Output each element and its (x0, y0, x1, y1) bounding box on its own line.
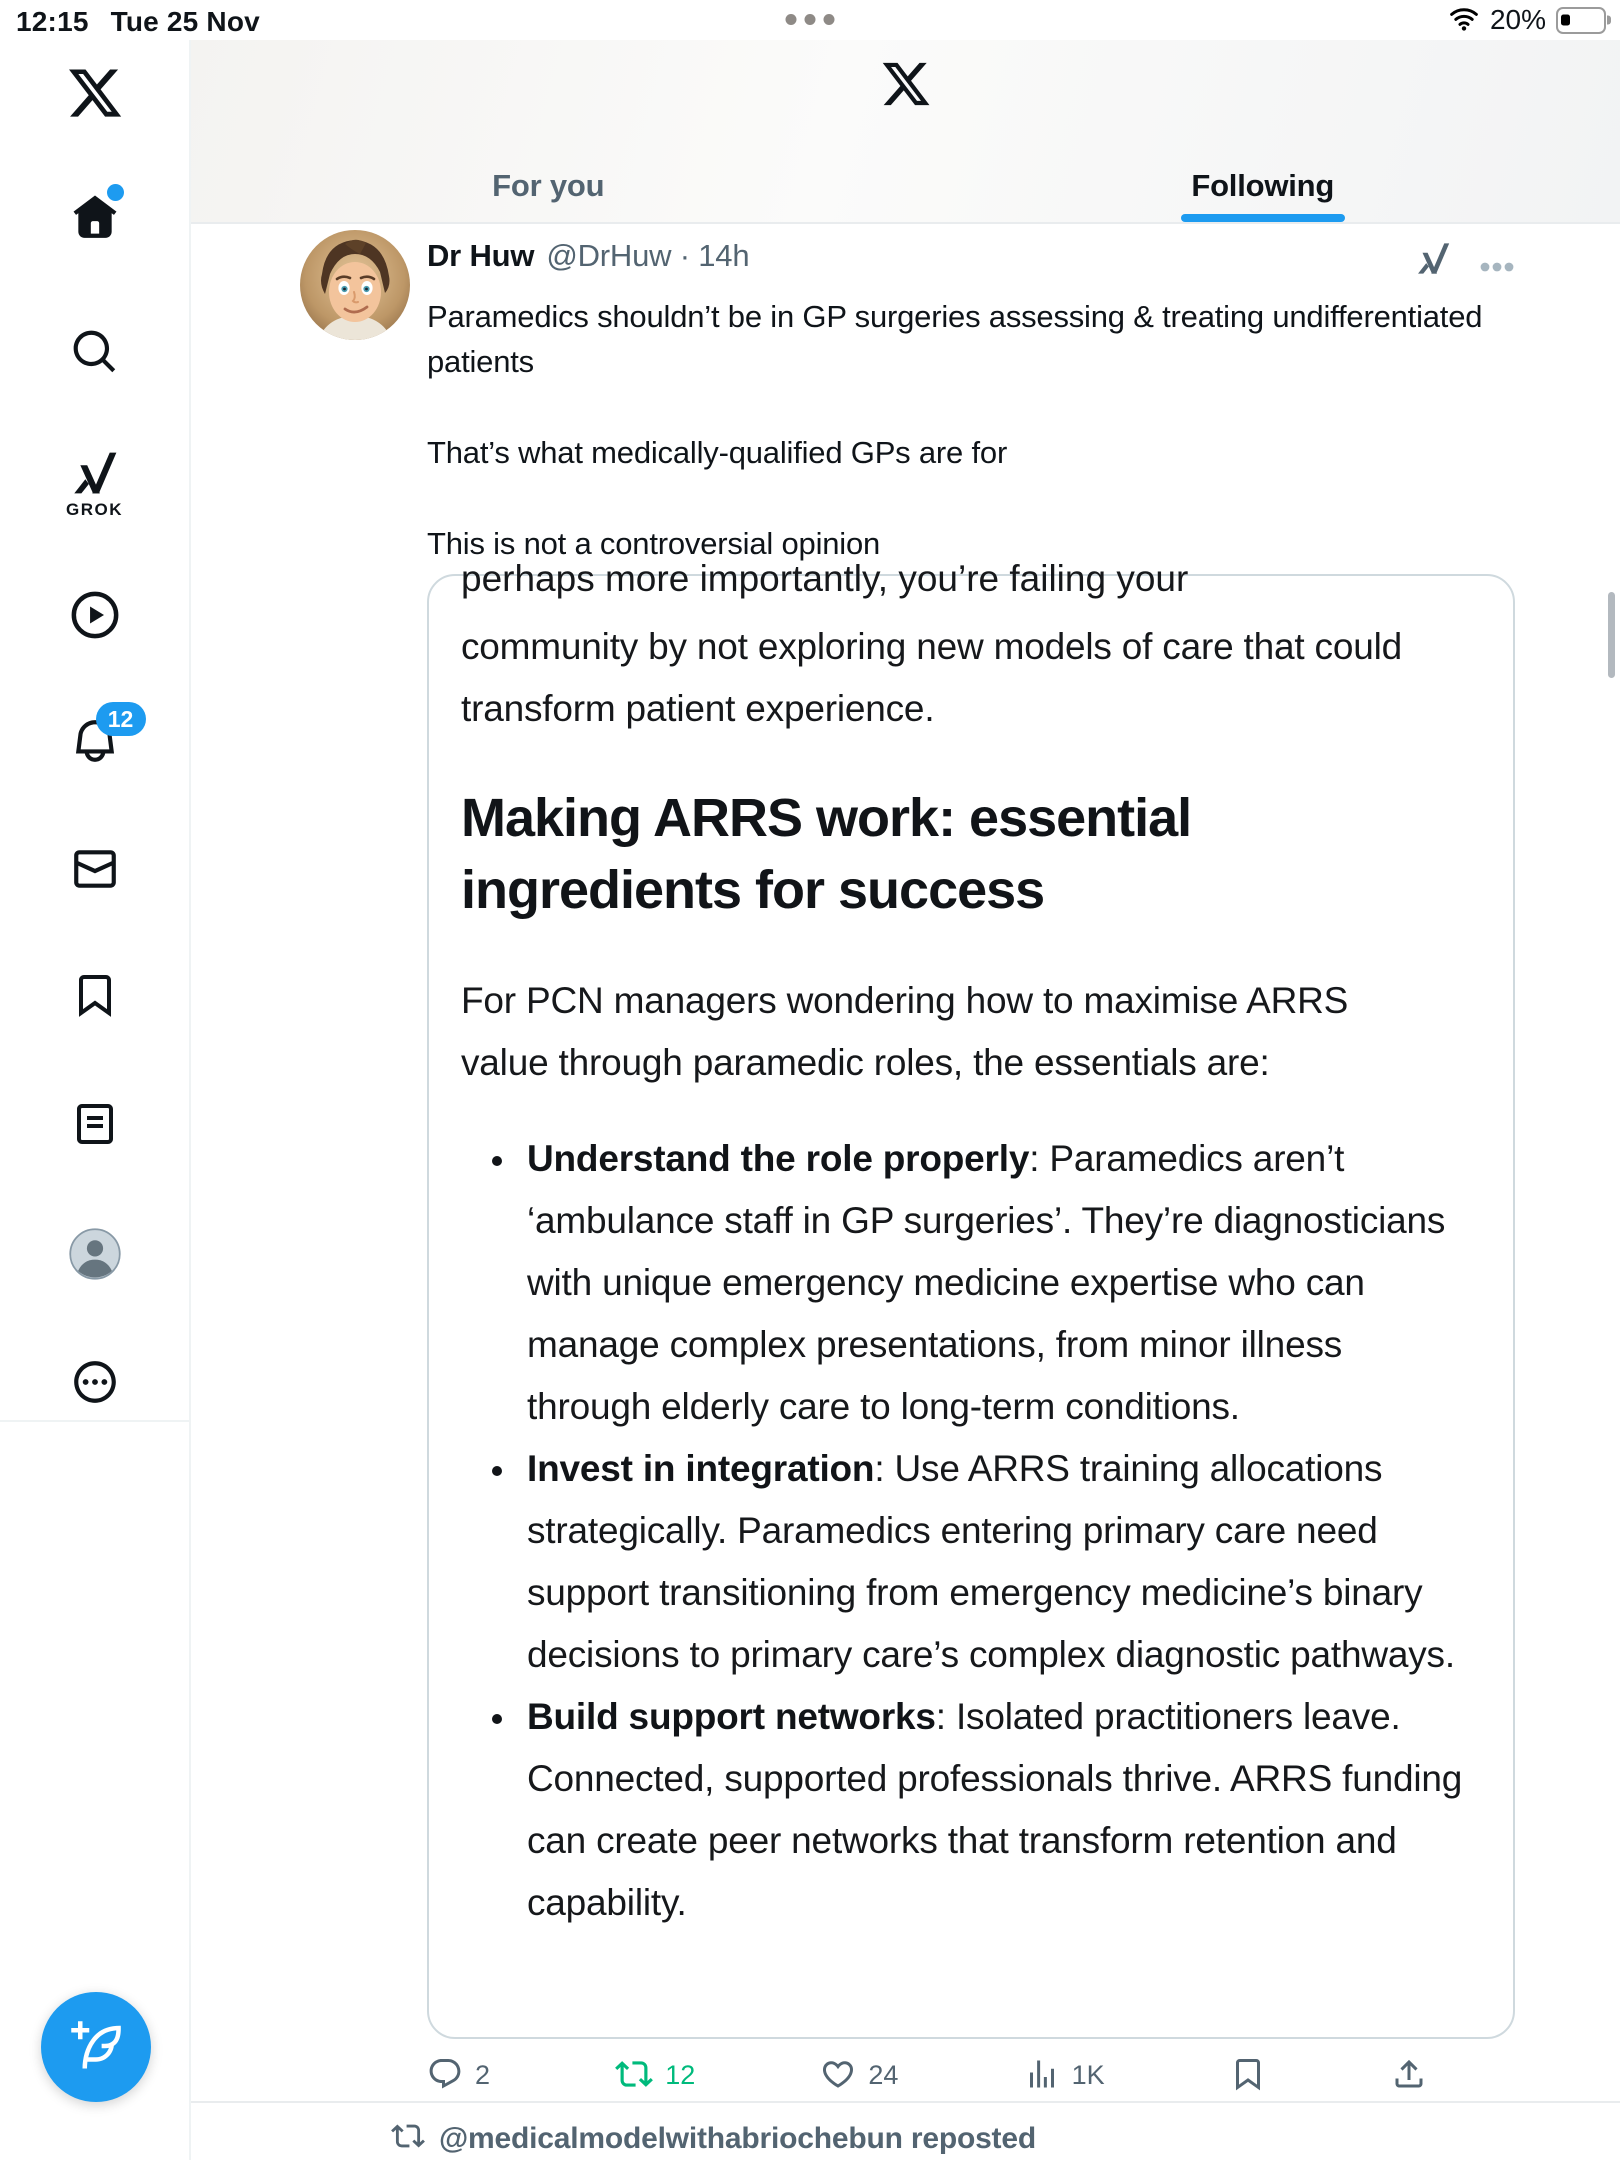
profile-avatar-icon (68, 1227, 122, 1281)
compose-icon (69, 2019, 123, 2076)
tab-for-you-label: For you (492, 168, 605, 203)
wifi-icon (1448, 5, 1480, 36)
notification-badge: 12 (96, 702, 146, 736)
views-button[interactable] (1024, 2056, 1105, 2095)
tweet-text-1: Paramedics shouldn’t be in GP surgeries assessing & treating undifferentiated patients (427, 299, 1483, 379)
status-bar (0, 0, 1620, 40)
tab-following[interactable] (906, 150, 1620, 222)
more-options-icon[interactable] (1479, 245, 1515, 281)
battery-percent: 20% (1489, 4, 1546, 35)
like-button[interactable] (820, 2056, 898, 2095)
sidebar-item-notifications[interactable] (70, 705, 134, 766)
repost-context-text: @medicalmodelwithabriochebun reposted (439, 2121, 1036, 2155)
card-bullet-3: • Build support networks: Isolated practitioners leave. Connected, supported professionals thrive. ARRS funding can create peer networks that transform retention and capability. (519, 1686, 1473, 1934)
reply-button[interactable] (427, 2056, 490, 2095)
tweet-header (427, 238, 1515, 282)
embedded-article-image[interactable] (427, 558, 1515, 2039)
reply-icon (427, 2056, 463, 2095)
sidebar-item-explore[interactable] (70, 327, 120, 377)
battery-icon (1556, 7, 1606, 34)
views-count: 1K (1071, 2059, 1105, 2090)
share-icon (1391, 2056, 1427, 2095)
tweet-text-2: That’s what medically-qualified GPs are for (427, 435, 1008, 470)
repost-icon (615, 2055, 653, 2096)
tweet-author-avatar[interactable] (300, 230, 410, 340)
grok-share-icon[interactable] (1413, 240, 1453, 285)
share-button[interactable] (1391, 2056, 1427, 2095)
card-bullet-list (455, 1128, 1473, 1934)
feed-tabs (191, 150, 1620, 222)
card-clipped-line: perhaps more importantly, you’re failing your (461, 558, 1189, 599)
sidebar-item-lists[interactable] (71, 1100, 119, 1148)
repost-count: 12 (665, 2059, 696, 2090)
grok-label: GROK (66, 500, 123, 519)
mail-icon (70, 844, 120, 894)
repost-context-icon (391, 2119, 425, 2158)
heart-icon (820, 2056, 856, 2095)
sidebar-item-video[interactable] (68, 588, 122, 642)
compose-button[interactable] (41, 1992, 151, 2102)
lists-icon (71, 1100, 119, 1148)
tweet-action-bar (427, 2053, 1427, 2097)
card-sub-paragraph: For PCN managers wondering how to maximise ARRS value through paramedic roles, the essentials are: (461, 980, 1349, 1083)
home-icon (70, 192, 120, 242)
card-intro-paragraph: community by not exploring new models of care that could transform patient experience. (461, 626, 1403, 729)
timeline (191, 40, 1620, 2160)
active-tab-underline (1181, 214, 1345, 222)
more-circle-icon (70, 1357, 120, 1407)
sidebar (0, 40, 191, 2160)
sidebar-item-more[interactable] (70, 1357, 120, 1407)
x-logo-header[interactable] (880, 58, 932, 115)
tweet-author-name[interactable]: Dr Huw (427, 238, 535, 273)
clock: 12:15 (16, 6, 89, 37)
tab-for-you[interactable] (191, 150, 906, 222)
tweet-body (427, 230, 1515, 2097)
sidebar-item-home[interactable] (70, 192, 120, 242)
search-icon (70, 327, 120, 377)
play-icon (68, 588, 122, 642)
date: Tue 25 Nov (110, 6, 260, 37)
top-bar (191, 40, 1620, 224)
home-unread-dot (107, 184, 124, 201)
tab-following-label: Following (1191, 168, 1335, 203)
tweet-author-meta[interactable]: @DrHuw · 14h (546, 238, 750, 273)
bookmark-button[interactable] (1230, 2056, 1266, 2095)
sidebar-item-grok[interactable] (66, 448, 123, 520)
x-logo (66, 64, 124, 122)
bookmark-action-icon (1230, 2056, 1266, 2095)
like-count: 24 (868, 2059, 899, 2090)
sidebar-divider (0, 1420, 189, 1422)
card-bullet-2: • Invest in integration: Use ARRS training allocations strategically. Paramedics entering primary care need support transitioning from emergency medicine’s binary decisions to primary care’s complex diagnostic pathways. (519, 1438, 1473, 1686)
feed-divider (191, 2101, 1620, 2103)
sidebar-item-profile[interactable] (68, 1227, 122, 1281)
bookmark-icon (71, 971, 119, 1019)
sidebar-item-messages[interactable] (70, 844, 120, 894)
tweet[interactable] (191, 224, 1620, 2097)
repost-button[interactable] (615, 2055, 695, 2096)
card-heading: Making ARRS work: essential ingredients for success (461, 788, 1192, 920)
grok-icon (68, 448, 122, 498)
views-icon (1024, 2056, 1060, 2095)
repost-context[interactable] (391, 2119, 1620, 2158)
scrollbar-thumb[interactable] (1608, 592, 1615, 678)
tweet-text-3: This is not a controversial opinion (427, 526, 881, 561)
sidebar-item-bookmarks[interactable] (71, 971, 119, 1019)
multitasking-indicator-icon[interactable] (786, 14, 835, 25)
card-bullet-1: • Understand the role properly: Paramedics aren’t ‘ambulance staff in GP surgeries’. They’re diagnosticians with unique emergency medicine expertise who can manage complex presentations, from minor illness through elderly care to long-term conditions. (519, 1128, 1473, 1438)
reply-count: 2 (475, 2059, 491, 2090)
